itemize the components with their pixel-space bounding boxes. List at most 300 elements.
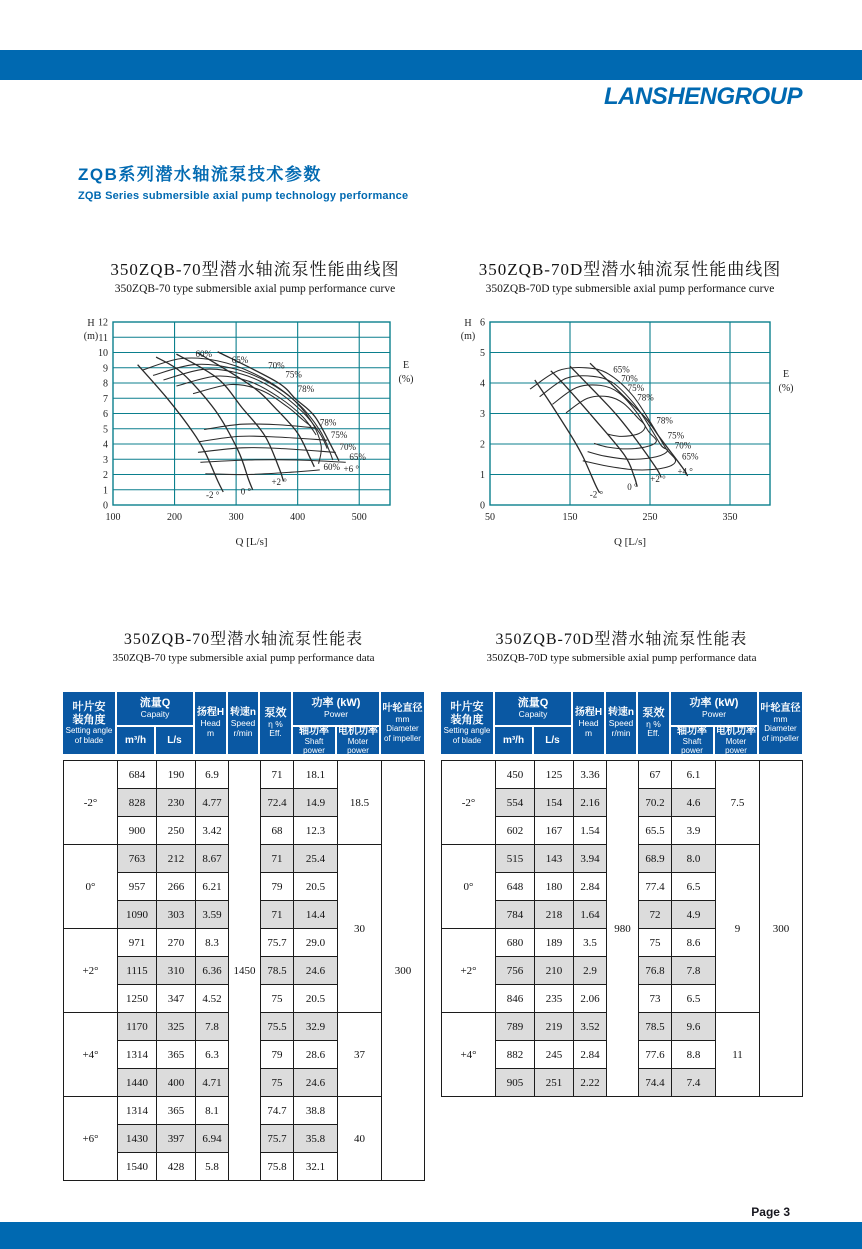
cell-shaft-power: 38.8 [294, 1097, 338, 1125]
blade-angle-label: 0 ° [627, 481, 638, 492]
cell-efficiency: 67 [639, 761, 672, 789]
cell-head: 8.67 [196, 845, 229, 873]
header-blade-angle-label: 装角度 [450, 713, 484, 726]
header-head-label: Head [200, 717, 221, 728]
efficiency-label: 78% [297, 384, 315, 395]
cell-shaft-power: 8.6 [672, 929, 716, 957]
cell-capacity-m3h: 554 [496, 789, 535, 817]
cell-efficiency: 77.4 [639, 873, 672, 901]
secondary-axis-title: E [402, 359, 410, 371]
cell-capacity-ls: 143 [535, 845, 574, 873]
header-power-label: Power [323, 708, 349, 719]
efficiency-label: 65% [682, 451, 699, 462]
efficiency-label: 65% [231, 355, 249, 366]
performance-table-70 [63, 692, 424, 1181]
cell-capacity-m3h: 648 [496, 873, 535, 901]
efficiency-label: 75% [627, 383, 645, 394]
header-capacity [495, 692, 571, 725]
header-capacity-label: 流量Q [139, 697, 171, 710]
header-impeller-diameter [759, 692, 802, 754]
cell-efficiency: 65.5 [639, 817, 672, 845]
cell-shaft-power: 6.5 [672, 873, 716, 901]
cell-efficiency: 79 [261, 873, 294, 901]
cell-head: 8.1 [196, 1097, 229, 1125]
cell-head: 8.3 [196, 929, 229, 957]
header-impeller-diameter-label: 叶轮直径 [760, 703, 801, 715]
secondary-axis-title: (%) [778, 382, 794, 394]
cell-efficiency: 68 [261, 817, 294, 845]
header-unit-m3h [117, 727, 154, 754]
header-impeller-diameter-label: of impeller [384, 733, 421, 743]
cell-shaft-power: 32.9 [294, 1013, 338, 1041]
cell-efficiency: 75.7 [261, 1125, 294, 1153]
cell-capacity-m3h: 1540 [118, 1153, 157, 1181]
x-tick-label: 250 [642, 512, 658, 523]
table-row [64, 761, 425, 789]
cell-shaft-power: 35.8 [294, 1125, 338, 1153]
chart2-title [450, 255, 810, 295]
blade-angle-label: -2 ° [589, 489, 604, 500]
cell-shaft-power: 14.9 [294, 789, 338, 817]
table1-title-en: 350ZQB-70 type submersible axial pump performance data [112, 652, 375, 664]
efficiency-label: 78% [637, 392, 654, 403]
header-speed-label: r/min [611, 727, 631, 738]
efficiency-label: 65% [613, 364, 630, 375]
cell-efficiency: 71 [261, 901, 294, 929]
cell-capacity-ls: 347 [157, 985, 196, 1013]
y-tick-label: 4 [103, 439, 108, 451]
cell-capacity-m3h: 756 [496, 957, 535, 985]
cell-efficiency: 68.9 [639, 845, 672, 873]
x-tick-label: 350 [722, 512, 738, 523]
cell-capacity-m3h: 1314 [118, 1097, 157, 1125]
header-efficiency-label: 泵效 [642, 706, 665, 719]
cell-capacity-ls: 210 [535, 957, 574, 985]
cell-motor-power: 37 [338, 1013, 382, 1097]
cell-capacity-ls: 365 [157, 1097, 196, 1125]
header-head [573, 692, 604, 754]
x-axis-title: Q [L/s] [235, 536, 268, 548]
x-tick-label: 200 [167, 512, 183, 523]
top-blue-bar [0, 50, 862, 80]
cell-capacity-ls: 303 [157, 901, 196, 929]
cell-efficiency: 79 [261, 1041, 294, 1069]
cell-shaft-power: 24.6 [294, 1069, 338, 1097]
y-tick-label: 3 [480, 409, 485, 420]
header-head-label: 扬程H [574, 707, 603, 719]
cell-head: 6.21 [196, 873, 229, 901]
header-speed [228, 692, 258, 754]
section-title [78, 160, 408, 202]
cell-capacity-ls: 189 [535, 929, 574, 957]
table2-title-zh: 350ZQB-70D型潜水轴流泵性能表 [495, 631, 748, 648]
cell-shaft-power: 6.5 [672, 985, 716, 1013]
cell-impeller-diameter: 300 [382, 761, 425, 1181]
efficiency-label: 70% [674, 440, 692, 451]
efficiency-label: 75% [330, 429, 348, 440]
header-power-label: Power [701, 708, 727, 719]
cell-head: 4.71 [196, 1069, 229, 1097]
cell-motor-power: 30 [338, 845, 382, 1013]
chart2-title-en: 350ZQB-70D type submersible axial pump performance curve [485, 283, 775, 295]
cell-efficiency: 75.7 [261, 929, 294, 957]
blade-angle-label: 0 ° [240, 486, 252, 497]
cell-shaft-power: 12.3 [294, 817, 338, 845]
cell-motor-power: 11 [716, 1013, 760, 1097]
blade-angle-label: +2 ° [271, 477, 287, 488]
cell-capacity-ls: 235 [535, 985, 574, 1013]
cell-shaft-power: 20.5 [294, 985, 338, 1013]
cell-capacity-ls: 397 [157, 1125, 196, 1153]
efficiency-label: 60% [323, 461, 341, 472]
cell-motor-power: 40 [338, 1097, 382, 1181]
cell-head: 2.06 [574, 985, 607, 1013]
y-tick-label: 11 [98, 332, 108, 344]
cell-head: 3.59 [196, 901, 229, 929]
cell-capacity-ls: 180 [535, 873, 574, 901]
cell-capacity-m3h: 789 [496, 1013, 535, 1041]
efficiency-label: 60% [195, 349, 212, 360]
header-capacity [117, 692, 193, 725]
y-tick-label: 9 [103, 363, 108, 375]
cell-capacity-ls: 230 [157, 789, 196, 817]
cell-capacity-ls: 251 [535, 1069, 574, 1097]
header-impeller-diameter-label: Diameter [764, 724, 797, 734]
y-tick-label: 10 [98, 348, 108, 359]
cell-capacity-m3h: 1250 [118, 985, 157, 1013]
header-impeller-diameter-label: mm [395, 713, 410, 724]
header-capacity-label: 流量Q [517, 697, 549, 710]
cell-shaft-power: 24.6 [294, 957, 338, 985]
chart1-title [70, 255, 440, 295]
cell-blade-angle: 0° [64, 845, 118, 929]
cell-head: 2.22 [574, 1069, 607, 1097]
y-tick-label: 6 [480, 317, 485, 329]
y-tick-label: 12 [98, 317, 108, 329]
efficiency-curve [153, 364, 333, 460]
header-power [671, 692, 757, 725]
cell-efficiency: 72 [639, 901, 672, 929]
cell-capacity-m3h: 846 [496, 985, 535, 1013]
header-motor-power-label: Moter power [347, 737, 369, 756]
cell-efficiency: 70.2 [639, 789, 672, 817]
efficiency-label: 78% [319, 417, 337, 428]
table1-title [63, 626, 424, 664]
cell-shaft-power: 25.4 [294, 845, 338, 873]
cell-blade-angle: +6° [64, 1097, 118, 1181]
cell-efficiency: 75 [261, 1069, 294, 1097]
header-shaft-power [671, 727, 713, 754]
header-impeller-diameter-label: Diameter [386, 724, 419, 734]
cell-capacity-m3h: 905 [496, 1069, 535, 1097]
cell-impeller-diameter: 300 [760, 761, 803, 1097]
cell-head: 1.54 [574, 817, 607, 845]
header-blade-angle-label: 叶片安 [72, 701, 106, 714]
cell-efficiency: 77.6 [639, 1041, 672, 1069]
header-shaft-power-label: 轴功率 [299, 725, 329, 737]
header-unit-m3h-label: m³/h [124, 734, 147, 746]
blade-angle-curve [535, 380, 600, 493]
header-blade-angle-label: 装角度 [72, 713, 106, 726]
cell-shaft-power: 4.6 [672, 789, 716, 817]
efficiency-label: 70% [621, 373, 638, 384]
cell-efficiency: 75 [261, 985, 294, 1013]
cell-speed: 980 [607, 761, 639, 1097]
efficiency-label: 75% [667, 430, 685, 441]
cell-capacity-ls: 212 [157, 845, 196, 873]
cell-shaft-power: 4.9 [672, 901, 716, 929]
cell-speed: 1450 [229, 761, 261, 1181]
header-power [293, 692, 379, 725]
cell-head: 3.52 [574, 1013, 607, 1041]
cell-shaft-power: 7.8 [672, 957, 716, 985]
cell-shaft-power: 28.6 [294, 1041, 338, 1069]
y-axis-title: H [464, 318, 472, 329]
header-power-label: 功率 (kW) [311, 697, 361, 710]
header-power-label: 功率 (kW) [689, 697, 739, 710]
efficiency-curve [205, 470, 319, 475]
cell-shaft-power: 9.6 [672, 1013, 716, 1041]
cell-capacity-ls: 219 [535, 1013, 574, 1041]
chart1-title-en: 350ZQB-70 type submersible axial pump performance curve [114, 283, 396, 295]
efficiency-curve [198, 448, 336, 453]
header-blade-angle [441, 692, 493, 754]
bottom-blue-bar [0, 1222, 862, 1249]
header-unit-ls [534, 727, 571, 754]
header-blade-angle [63, 692, 115, 754]
efficiency-label: 78% [656, 415, 673, 426]
cell-capacity-ls: 270 [157, 929, 196, 957]
performance-table-70d [441, 692, 802, 1097]
cell-shaft-power: 8.8 [672, 1041, 716, 1069]
header-head-label: 扬程H [196, 707, 225, 719]
chart2-title-zh: 350ZQB-70D型潜水轴流泵性能曲线图 [478, 260, 782, 279]
cell-blade-angle: +4° [442, 1013, 496, 1097]
cell-capacity-ls: 190 [157, 761, 196, 789]
cell-blade-angle: -2° [64, 761, 118, 845]
y-tick-label: 2 [103, 470, 108, 481]
table-row [442, 761, 803, 789]
cell-capacity-m3h: 602 [496, 817, 535, 845]
header-efficiency-label: 泵效 [264, 706, 287, 719]
cell-blade-angle: -2° [442, 761, 496, 845]
header-efficiency-label: η % [268, 718, 283, 729]
cell-shaft-power: 14.4 [294, 901, 338, 929]
header-unit-ls-label: L/s [545, 734, 560, 746]
header-efficiency [260, 692, 291, 754]
cell-efficiency: 71 [261, 761, 294, 789]
x-tick-label: 50 [485, 512, 495, 523]
header-speed-label: r/min [233, 727, 253, 738]
cell-capacity-ls: 167 [535, 817, 574, 845]
blade-angle-label: +6 ° [343, 464, 359, 475]
table-data-grid [63, 760, 425, 1181]
header-head-label: m [206, 727, 215, 738]
header-shaft-power [293, 727, 335, 754]
chart1-title-zh: 350ZQB-70型潜水轴流泵性能曲线图 [110, 260, 400, 279]
secondary-axis-title: E [782, 368, 790, 380]
y-tick-label: 5 [480, 348, 485, 359]
header-efficiency-label: η % [646, 718, 661, 729]
cell-capacity-ls: 154 [535, 789, 574, 817]
y-tick-label: 6 [103, 409, 108, 420]
cell-efficiency: 78.5 [639, 1013, 672, 1041]
cell-capacity-m3h: 957 [118, 873, 157, 901]
cell-shaft-power: 6.1 [672, 761, 716, 789]
secondary-axis-title: (%) [398, 373, 414, 385]
header-capacity-label: Capaity [140, 708, 170, 719]
efficiency-curve [199, 436, 327, 442]
efficiency-label: 70% [339, 442, 357, 453]
header-blade-angle-label: of blade [74, 735, 104, 745]
performance-curve-chart-70d [448, 312, 808, 552]
header-unit-ls-label: L/s [167, 734, 182, 746]
x-tick-label: 150 [562, 512, 578, 523]
cell-efficiency: 72.4 [261, 789, 294, 817]
y-tick-label: 3 [103, 454, 108, 466]
cell-shaft-power: 3.9 [672, 817, 716, 845]
header-impeller-diameter [381, 692, 424, 754]
cell-capacity-m3h: 971 [118, 929, 157, 957]
y-tick-label: 5 [103, 424, 108, 436]
header-efficiency-label: Eff. [269, 728, 282, 739]
blade-angle-label: +2 ° [650, 474, 666, 485]
cell-capacity-ls: 310 [157, 957, 196, 985]
table-data-grid [441, 760, 803, 1097]
y-tick-label: 1 [103, 485, 108, 497]
page-number: Page 3 [751, 1205, 790, 1219]
blade-angle-curve [176, 354, 283, 481]
cell-head: 6.36 [196, 957, 229, 985]
cell-capacity-m3h: 1314 [118, 1041, 157, 1069]
cell-capacity-m3h: 1440 [118, 1069, 157, 1097]
x-axis-title: Q [L/s] [613, 536, 647, 548]
cell-capacity-ls: 245 [535, 1041, 574, 1069]
efficiency-label: 70% [268, 360, 285, 371]
cell-shaft-power: 20.5 [294, 873, 338, 901]
header-capacity-label: Capaity [518, 708, 548, 719]
cell-capacity-m3h: 515 [496, 845, 535, 873]
cell-capacity-m3h: 1115 [118, 957, 157, 985]
cell-capacity-m3h: 784 [496, 901, 535, 929]
efficiency-label: 75% [285, 369, 302, 380]
y-tick-label: 2 [480, 439, 485, 451]
table2-title [441, 626, 802, 664]
cell-blade-angle: +4° [64, 1013, 118, 1097]
cell-efficiency: 71 [261, 845, 294, 873]
header-unit-m3h [495, 727, 532, 754]
cell-capacity-ls: 250 [157, 817, 196, 845]
cell-motor-power: 7.5 [716, 761, 760, 845]
cell-capacity-m3h: 828 [118, 789, 157, 817]
cell-capacity-m3h: 680 [496, 929, 535, 957]
header-speed-label: 转速n [229, 707, 257, 719]
efficiency-label: 65% [349, 452, 366, 463]
cell-efficiency: 74.4 [639, 1069, 672, 1097]
header-motor-power-label: 电机功率 [716, 725, 756, 737]
x-tick-label: 300 [228, 512, 244, 523]
blade-angle-label: -2 ° [206, 490, 220, 501]
cell-capacity-ls: 325 [157, 1013, 196, 1041]
cell-capacity-m3h: 1430 [118, 1125, 157, 1153]
cell-capacity-m3h: 882 [496, 1041, 535, 1069]
cell-blade-angle: 0° [442, 845, 496, 929]
cell-capacity-m3h: 1090 [118, 901, 157, 929]
x-tick-label: 500 [351, 512, 367, 523]
header-impeller-diameter-label: mm [773, 713, 788, 724]
cell-capacity-m3h: 1170 [118, 1013, 157, 1041]
cell-head: 3.42 [196, 817, 229, 845]
section-title-en: ZQB Series submersible axial pump technology performance [78, 190, 409, 202]
cell-capacity-m3h: 763 [118, 845, 157, 873]
cell-capacity-ls: 365 [157, 1041, 196, 1069]
performance-curve-chart-70 [83, 312, 423, 552]
cell-efficiency: 76.8 [639, 957, 672, 985]
cell-efficiency: 75 [639, 929, 672, 957]
header-head [195, 692, 226, 754]
cell-capacity-ls: 218 [535, 901, 574, 929]
cell-efficiency: 75.8 [261, 1153, 294, 1181]
cell-head: 1.64 [574, 901, 607, 929]
y-tick-label: 0 [480, 500, 485, 512]
cell-head: 7.8 [196, 1013, 229, 1041]
header-blade-angle-label: Setting angle [443, 726, 491, 736]
cell-head: 2.16 [574, 789, 607, 817]
header-blade-angle-label: of blade [452, 735, 482, 745]
cell-capacity-ls: 125 [535, 761, 574, 789]
cell-head: 3.94 [574, 845, 607, 873]
header-unit-m3h-label: m³/h [502, 734, 525, 746]
cell-capacity-m3h: 900 [118, 817, 157, 845]
cell-efficiency: 73 [639, 985, 672, 1013]
brand-logo: LANSHENGROUP [603, 83, 802, 110]
cell-blade-angle: +2° [442, 929, 496, 1013]
section-title-zh: ZQB系列潜水轴流泵技术参数 [78, 165, 322, 184]
table-header [63, 692, 424, 754]
cell-efficiency: 75.5 [261, 1013, 294, 1041]
header-motor-power-label: Moter power [725, 737, 747, 756]
header-speed-label: Speed [230, 717, 256, 728]
header-impeller-diameter-label: of impeller [762, 733, 799, 743]
header-motor-power-label: 电机功率 [338, 725, 378, 737]
cell-capacity-ls: 400 [157, 1069, 196, 1097]
efficiency-curve [540, 376, 668, 460]
cell-head: 2.84 [574, 1041, 607, 1069]
cell-shaft-power: 18.1 [294, 761, 338, 789]
table1-title-zh: 350ZQB-70型潜水轴流泵性能表 [123, 631, 364, 648]
header-efficiency-label: Eff. [647, 728, 660, 739]
y-tick-label: 0 [103, 500, 108, 512]
y-tick-label: 7 [103, 393, 108, 405]
blade-angle-label: +4 ° [677, 466, 693, 477]
y-tick-label: 4 [480, 378, 485, 390]
blade-angle-curve [551, 371, 637, 487]
header-shaft-power-label: 轴功率 [677, 725, 707, 737]
cell-head: 3.36 [574, 761, 607, 789]
cell-head: 2.84 [574, 873, 607, 901]
cell-head: 2.9 [574, 957, 607, 985]
header-head-label: m [584, 727, 593, 738]
y-axis-title: (m) [460, 331, 476, 342]
header-blade-angle-label: Setting angle [65, 726, 113, 736]
cell-capacity-m3h: 450 [496, 761, 535, 789]
cell-shaft-power: 29.0 [294, 929, 338, 957]
header-blade-angle-label: 叶片安 [450, 701, 484, 714]
cell-blade-angle: +2° [64, 929, 118, 1013]
header-head-label: Head [578, 717, 599, 728]
cell-motor-power: 18.5 [338, 761, 382, 845]
header-impeller-diameter-label: 叶轮直径 [382, 703, 423, 715]
